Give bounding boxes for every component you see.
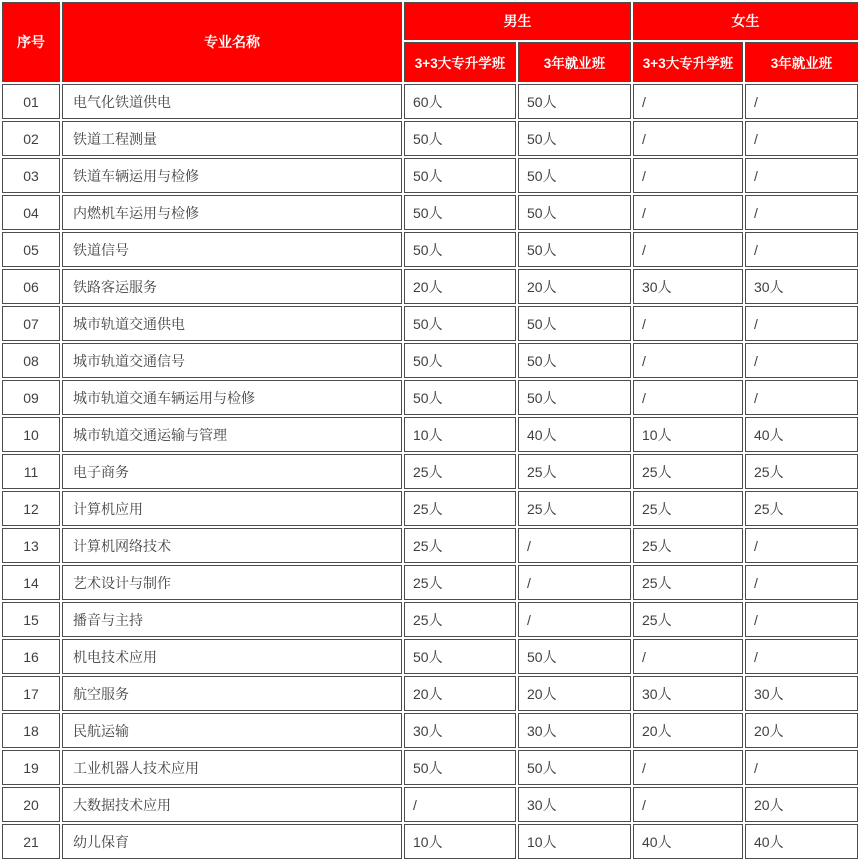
female-advance-count-cell: /: [633, 639, 743, 674]
female-employment-count-cell: /: [745, 232, 858, 267]
female-advance-count-cell: /: [633, 380, 743, 415]
table-row: [2, 639, 858, 674]
female-advance-count-cell: 25人: [633, 454, 743, 489]
male-advance-count-cell: 50人: [404, 195, 516, 230]
row-number-cell: 02: [2, 121, 60, 156]
male-advance-count-cell: 30人: [404, 713, 516, 748]
major-name-cell: 城市轨道交通车辆运用与检修: [62, 380, 402, 415]
table-row: [2, 269, 858, 304]
male-employment-count-cell: 50人: [518, 195, 631, 230]
row-number-cell: 07: [2, 306, 60, 341]
header-male-advance-class: 3+3大专升学班: [404, 42, 516, 82]
header-no: 序号: [2, 2, 60, 82]
row-number-cell: 04: [2, 195, 60, 230]
major-name-cell: 民航运输: [62, 713, 402, 748]
female-employment-count-cell: /: [745, 195, 858, 230]
row-number-cell: 01: [2, 84, 60, 119]
female-advance-count-cell: /: [633, 750, 743, 785]
major-name-cell: 电气化铁道供电: [62, 84, 402, 119]
female-advance-count-cell: 30人: [633, 676, 743, 711]
table-row: [2, 84, 858, 119]
male-advance-count-cell: 50人: [404, 232, 516, 267]
table-body: [2, 84, 858, 859]
male-employment-count-cell: 10人: [518, 824, 631, 859]
male-advance-count-cell: 25人: [404, 491, 516, 526]
male-employment-count-cell: 50人: [518, 121, 631, 156]
female-employment-count-cell: /: [745, 343, 858, 378]
female-advance-count-cell: 40人: [633, 824, 743, 859]
female-advance-count-cell: 25人: [633, 602, 743, 637]
female-advance-count-cell: 25人: [633, 565, 743, 600]
major-name-cell: 播音与主持: [62, 602, 402, 637]
row-number-cell: 17: [2, 676, 60, 711]
female-advance-count-cell: /: [633, 306, 743, 341]
table-row: [2, 787, 858, 822]
table-row: [2, 676, 858, 711]
male-advance-count-cell: 50人: [404, 121, 516, 156]
female-advance-count-cell: /: [633, 232, 743, 267]
male-employment-count-cell: 50人: [518, 306, 631, 341]
table-row: [2, 343, 858, 378]
female-employment-count-cell: /: [745, 121, 858, 156]
female-employment-count-cell: /: [745, 639, 858, 674]
major-name-cell: 计算机网络技术: [62, 528, 402, 563]
row-number-cell: 20: [2, 787, 60, 822]
major-name-cell: 城市轨道交通运输与管理: [62, 417, 402, 452]
row-number-cell: 06: [2, 269, 60, 304]
major-name-cell: 大数据技术应用: [62, 787, 402, 822]
major-name-cell: 计算机应用: [62, 491, 402, 526]
major-name-cell: 铁道工程测量: [62, 121, 402, 156]
row-number-cell: 12: [2, 491, 60, 526]
row-number-cell: 15: [2, 602, 60, 637]
table-row: [2, 565, 858, 600]
male-employment-count-cell: 40人: [518, 417, 631, 452]
table-row: [2, 713, 858, 748]
table-row: [2, 602, 858, 637]
female-advance-count-cell: 10人: [633, 417, 743, 452]
female-employment-count-cell: 40人: [745, 417, 858, 452]
male-advance-count-cell: 25人: [404, 602, 516, 637]
male-advance-count-cell: 20人: [404, 676, 516, 711]
table-row: [2, 121, 858, 156]
female-employment-count-cell: 25人: [745, 454, 858, 489]
row-number-cell: 16: [2, 639, 60, 674]
header-male-employment-class: 3年就业班: [518, 42, 631, 82]
male-employment-count-cell: 50人: [518, 158, 631, 193]
row-number-cell: 10: [2, 417, 60, 452]
header-group-male: 男生: [404, 2, 631, 40]
female-employment-count-cell: 40人: [745, 824, 858, 859]
major-name-cell: 工业机器人技术应用: [62, 750, 402, 785]
male-employment-count-cell: 50人: [518, 380, 631, 415]
female-employment-count-cell: 20人: [745, 787, 858, 822]
major-name-cell: 幼儿保育: [62, 824, 402, 859]
male-employment-count-cell: /: [518, 528, 631, 563]
male-employment-count-cell: 50人: [518, 232, 631, 267]
female-employment-count-cell: /: [745, 84, 858, 119]
header-group-female: 女生: [633, 2, 858, 40]
female-employment-count-cell: /: [745, 750, 858, 785]
male-advance-count-cell: 50人: [404, 158, 516, 193]
female-employment-count-cell: /: [745, 602, 858, 637]
male-advance-count-cell: 10人: [404, 824, 516, 859]
female-employment-count-cell: /: [745, 306, 858, 341]
male-employment-count-cell: 30人: [518, 787, 631, 822]
male-employment-count-cell: /: [518, 602, 631, 637]
male-advance-count-cell: 50人: [404, 750, 516, 785]
male-employment-count-cell: 50人: [518, 639, 631, 674]
row-number-cell: 19: [2, 750, 60, 785]
major-name-cell: 机电技术应用: [62, 639, 402, 674]
male-employment-count-cell: 30人: [518, 713, 631, 748]
female-employment-count-cell: /: [745, 565, 858, 600]
table-row: [2, 232, 858, 267]
female-employment-count-cell: 25人: [745, 491, 858, 526]
female-advance-count-cell: 20人: [633, 713, 743, 748]
male-employment-count-cell: 20人: [518, 269, 631, 304]
header-female-advance-class: 3+3大专升学班: [633, 42, 743, 82]
female-advance-count-cell: /: [633, 121, 743, 156]
table-row: [2, 750, 858, 785]
male-advance-count-cell: 50人: [404, 639, 516, 674]
table-row: [2, 380, 858, 415]
male-advance-count-cell: 25人: [404, 565, 516, 600]
female-employment-count-cell: 30人: [745, 269, 858, 304]
male-advance-count-cell: 50人: [404, 343, 516, 378]
major-name-cell: 铁道车辆运用与检修: [62, 158, 402, 193]
male-advance-count-cell: 25人: [404, 454, 516, 489]
major-name-cell: 铁道信号: [62, 232, 402, 267]
row-number-cell: 11: [2, 454, 60, 489]
header-female-employment-class: 3年就业班: [745, 42, 858, 82]
male-employment-count-cell: 50人: [518, 343, 631, 378]
row-number-cell: 05: [2, 232, 60, 267]
female-employment-count-cell: /: [745, 158, 858, 193]
male-employment-count-cell: 50人: [518, 84, 631, 119]
male-advance-count-cell: 20人: [404, 269, 516, 304]
major-name-cell: 铁路客运服务: [62, 269, 402, 304]
male-employment-count-cell: 50人: [518, 750, 631, 785]
female-advance-count-cell: 25人: [633, 528, 743, 563]
major-name-cell: 电子商务: [62, 454, 402, 489]
male-employment-count-cell: 25人: [518, 454, 631, 489]
table-row: [2, 195, 858, 230]
row-number-cell: 13: [2, 528, 60, 563]
female-advance-count-cell: /: [633, 195, 743, 230]
major-name-cell: 内燃机车运用与检修: [62, 195, 402, 230]
table-header: [2, 2, 858, 82]
table-row: [2, 306, 858, 341]
female-advance-count-cell: /: [633, 343, 743, 378]
female-advance-count-cell: /: [633, 787, 743, 822]
row-number-cell: 21: [2, 824, 60, 859]
male-employment-count-cell: /: [518, 565, 631, 600]
table-row: [2, 417, 858, 452]
major-name-cell: 城市轨道交通供电: [62, 306, 402, 341]
female-employment-count-cell: /: [745, 380, 858, 415]
row-number-cell: 03: [2, 158, 60, 193]
row-number-cell: 09: [2, 380, 60, 415]
row-number-cell: 14: [2, 565, 60, 600]
table-row: [2, 158, 858, 193]
male-advance-count-cell: 10人: [404, 417, 516, 452]
female-advance-count-cell: /: [633, 158, 743, 193]
row-number-cell: 18: [2, 713, 60, 748]
male-employment-count-cell: 25人: [518, 491, 631, 526]
female-employment-count-cell: 30人: [745, 676, 858, 711]
male-advance-count-cell: 60人: [404, 84, 516, 119]
female-advance-count-cell: 25人: [633, 491, 743, 526]
major-name-cell: 航空服务: [62, 676, 402, 711]
male-advance-count-cell: 50人: [404, 380, 516, 415]
table-row: [2, 824, 858, 859]
male-employment-count-cell: 20人: [518, 676, 631, 711]
female-employment-count-cell: /: [745, 528, 858, 563]
table-row: [2, 528, 858, 563]
male-advance-count-cell: 50人: [404, 306, 516, 341]
table-row: [2, 491, 858, 526]
major-name-cell: 城市轨道交通信号: [62, 343, 402, 378]
major-name-cell: 艺术设计与制作: [62, 565, 402, 600]
female-advance-count-cell: 30人: [633, 269, 743, 304]
table-row: [2, 454, 858, 489]
female-employment-count-cell: 20人: [745, 713, 858, 748]
row-number-cell: 08: [2, 343, 60, 378]
male-advance-count-cell: /: [404, 787, 516, 822]
header-major-name: 专业名称: [62, 2, 402, 82]
female-advance-count-cell: /: [633, 84, 743, 119]
male-advance-count-cell: 25人: [404, 528, 516, 563]
